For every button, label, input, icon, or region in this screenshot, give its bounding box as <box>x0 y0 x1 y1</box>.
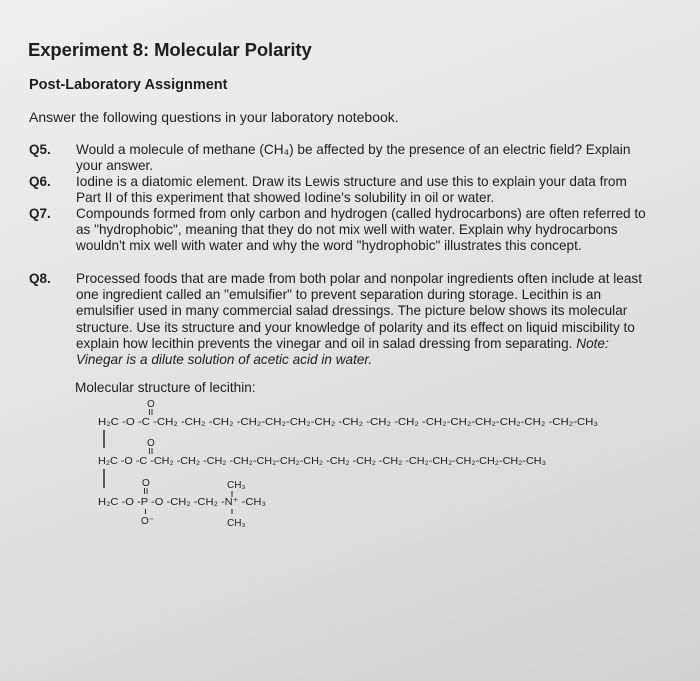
structure-row-3: H₂C -O -P -O -CH₂ -CH₂ -N⁺ -CH₃ <box>98 496 266 508</box>
lecithin-structure <box>90 395 630 545</box>
structure-row-2: H₂C -O -C -CH₂ -CH₂ -CH₂ -CH₂-CH₂-CH₂-CH₂ -CH₂ -CH₂ -CH₂ -CH₂-CH₂-CH₂-CH₂-CH₂-CH₃ <box>98 455 546 467</box>
carbonyl-oxygen: O <box>147 438 155 449</box>
question-number: Q7. <box>29 206 51 221</box>
methyl-group-bottom: CH₃ <box>227 518 246 529</box>
phosphate-oxygen: O <box>142 478 150 489</box>
question-number: Q8. <box>29 271 51 286</box>
carbonyl-oxygen: O <box>147 399 155 410</box>
methyl-group-top: CH₃ <box>227 480 246 491</box>
structure-caption: Molecular structure of lecithin: <box>75 380 256 395</box>
question-number: Q5. <box>29 142 51 157</box>
instructions: Answer the following questions in your laboratory notebook. <box>29 109 399 125</box>
phosphate-oxygen-anion: O⁻ <box>141 516 155 527</box>
question-text: Iodine is a diatomic element. Draw its Lewis structure and use this to explain your data from Part II of this experiment that showed Iodine's solubility in oil or water. <box>76 174 627 206</box>
question-note: Note: Vinegar is a dilute solution of acetic acid in water. <box>76 335 609 368</box>
question-text: Processed foods that are made from both polar and nonpolar ingredients often include at least one ingredient called an "emulsifier" to prevent separation during storage. Lecithin is an emulsifier used in many commercial salad dressings. The picture below shows its molecular structure. Use its structure and your knowledge of polarity and its effect on liquid miscibility to explain how lecithin prevents the vinegar and oil in salad dressing from separating. <box>76 271 643 351</box>
question-text: Compounds formed from only carbon and hydrogen (called hydrocarbons) are often referred to as "hydrophobic", meaning that they do not mix well with water. Explain why hydrocarbons wouldn't mix well with water and why the word "hydrophobic" illustrates this concept. <box>76 206 646 254</box>
structure-row-1: H₂C -O -C -CH₂ -CH₂ -CH₂ -CH₂-CH₂-CH₂-CH₂ -CH₂ -CH₂ -CH₂ -CH₂-CH₂-CH₂-CH₂-CH₂ -CH₂-CH₃ <box>98 416 598 428</box>
question-number: Q6. <box>29 174 51 189</box>
section-subtitle: Post-Laboratory Assignment <box>29 77 228 93</box>
question-text: Would a molecule of methane (CH₄) be affected by the presence of an electric field? Explain your answer. <box>76 142 631 174</box>
page-title: Experiment 8: Molecular Polarity <box>28 39 312 60</box>
